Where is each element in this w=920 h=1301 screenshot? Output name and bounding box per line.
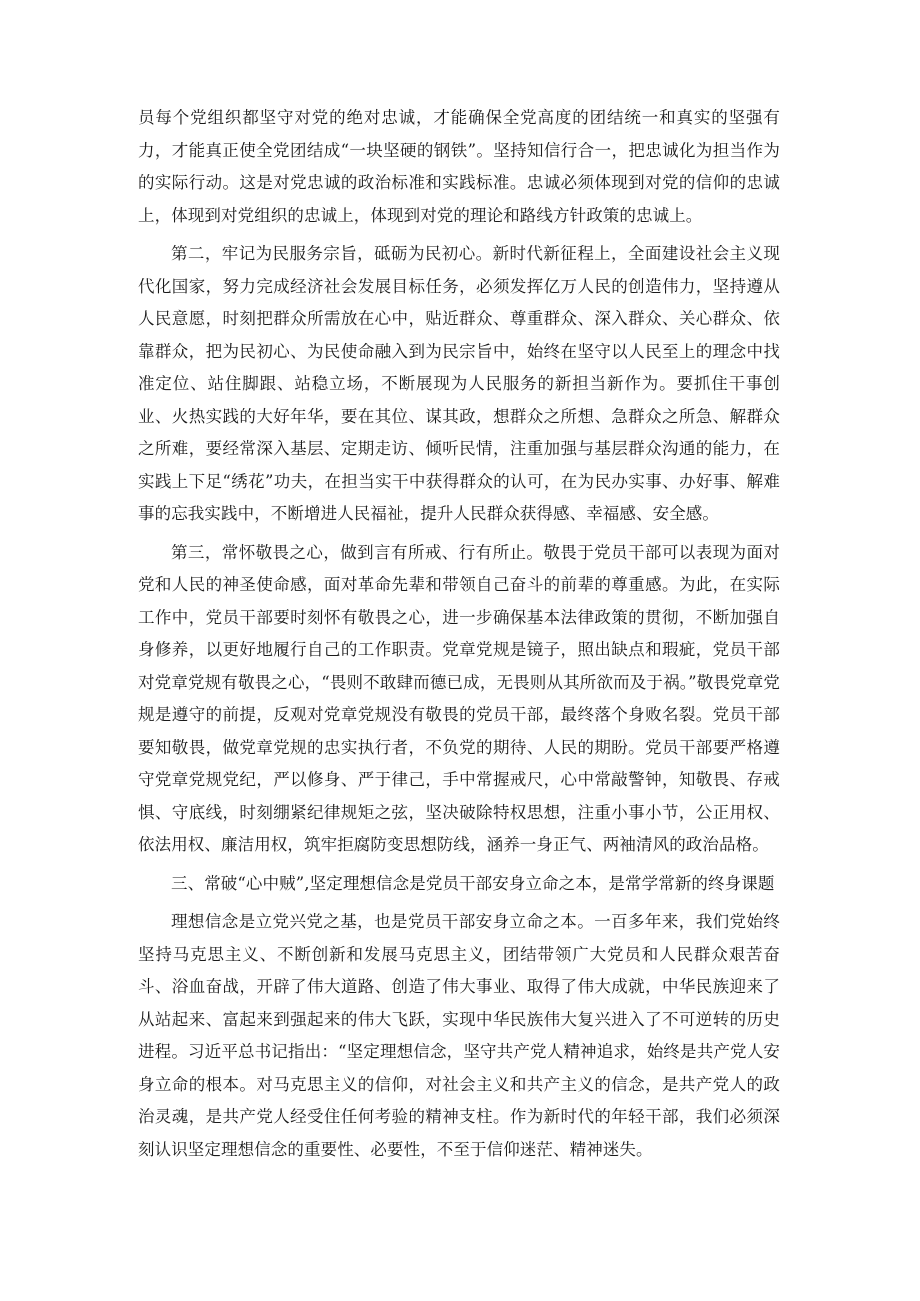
paragraph-third-point: 第三，常怀敬畏之心，做到言有所戒、行有所止。敬畏于党员干部可以表现为面对党和人民的神圣使命感，面对革命先辈和带领自己奋斗的前辈的尊重感。为此，在实际工作中，党员干部要时刻怀有敬畏之心，进一步确保基本法律政策的贯彻，不断加强自身修养，以更好地履行自己的工作职责。党章党规是镜子，照出缺点和瑕疵，党员干部对党章党规有敬畏之心，“畏则不敢肆而德已成，无畏则从其所欲而及于祸。”敬畏党章党规是遵守的前提，反观对党章党规没有敬畏的党员干部，最终落个身败名裂。党员干部要知敬畏，做党章党规的忠实执行者，不负党的期待、人民的期盼。党员干部要严格遵守党章党规党纪，严以修身、严于律己，手中常握戒尺，心中常敲警钟，知敬畏、存戒惧、守底线，时刻绷紧纪律规矩之弦，坚决破除特权思想，注重小事小节，公正用权、依法用权、廉洁用权，筑牢拒腐防变思想防线，涵养一身正气、两袖清风的政治品格。: [138, 542, 780, 854]
section-heading-three: 三、常破“心中贼”,坚定理想信念是党员干部安身立命之本，是常学常新的终身课题: [171, 873, 775, 893]
paragraph-second-point: 第二，牢记为民服务宗旨，砥砺为民初心。新时代新征程上，全面建设社会主义现代化国家，努力完成经济社会发展目标任务，必须发挥亿万人民的创造伟力，坚持遵从人民意愿，时刻把群众所需放在心中，贴近群众、尊重群众、深入群众、关心群众、依靠群众，把为民初心、为民使命融入到为民宗旨中，始终在坚守以人民至上的理念中找准定位、站住脚跟、站稳立场，不断展现为人民服务的新担当新作为。要抓住干事创业、火热实践的大好年华，要在其位、谋其政，想群众之所想、急群众之所急、解群众之所难，要经常深入基层、定期走访、倾听民情，注重加强与基层群众沟通的能力，在实践上下足“绣花”功夫，在担当实干中获得群众的认可，在为民办实事、办好事、解难事的忘我实践中，不断增进人民福祉，提升人民群众获得感、幸福感、安全感。: [138, 244, 780, 523]
paragraph-loyalty-continuation: 员每个党组织都坚守对党的绝对忠诚，才能确保全党高度的团结统一和真实的坚强有力，才能真正使全党团结成“一块坚硬的钢铁”。坚持知信行合一，把忠诚化为担当作为的实际行动。这是对党忠诚的政治标准和实践标准。忠诚必须体现到对党的信仰的忠诚上，体现到对党组织的忠诚上，体现到对党的理论和路线方针政策的忠诚上。: [138, 108, 780, 225]
paragraph-ideals-beliefs: 理想信念是立党兴党之基，也是党员干部安身立命之本。一百多年来，我们党始终坚持马克思主义、不断创新和发展马克思主义，团结带领广大党员和人民群众艰苦奋斗、浴血奋战，开辟了伟大道路、创造了伟大事业、取得了伟大成就，中华民族迎来了从站起来、富起来到强起来的伟大飞跃，实现中华民族伟大复兴进入了不可逆转的历史进程。习近平总书记指出：“坚定理想信念，坚守共产党人精神追求，始终是共产党人安身立命的根本。对马克思主义的信仰，对社会主义和共产主义的信念，是共产党人的政治灵魂，是共产党人经受住任何考验的精神支柱。作为新时代的年轻干部，我们必须深刻认识坚定理想信念的重要性、必要性，不至于信仰迷茫、精神迷失。: [138, 912, 780, 1159]
document-body: [138, 102, 780, 1172]
